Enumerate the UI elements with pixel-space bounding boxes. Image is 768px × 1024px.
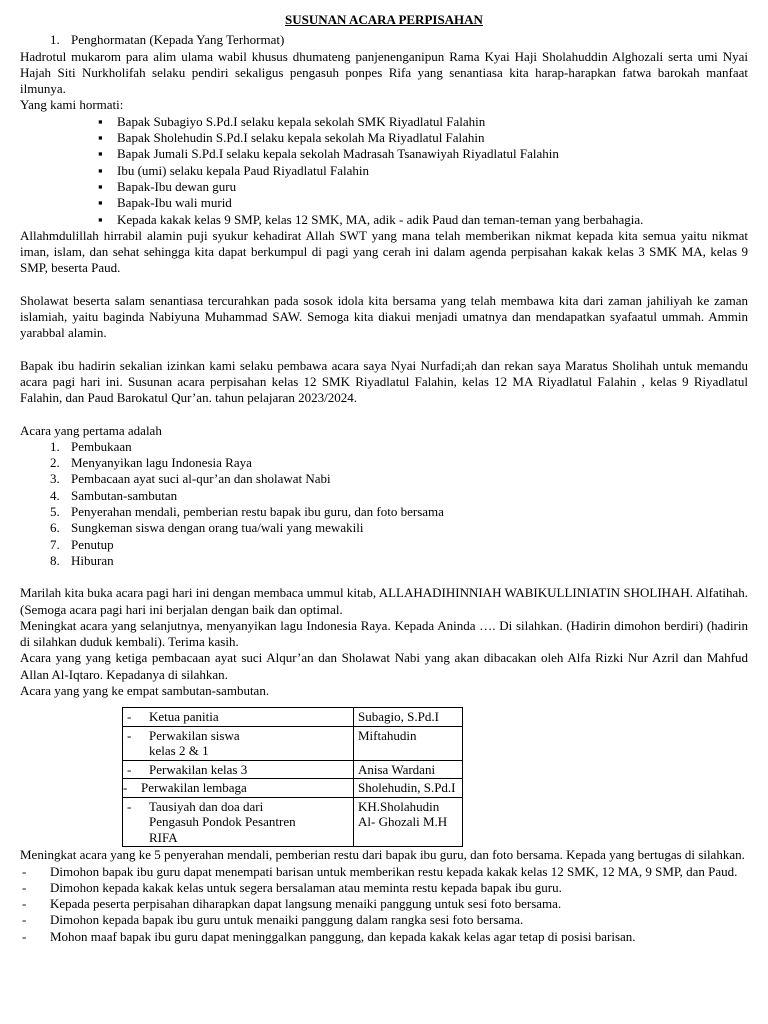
speeches-paragraph: Acara yang yang ke empat sambutan-sambutan. bbox=[20, 682, 270, 698]
agenda-item: 3. Pembacaan ayat suci al-qur’an dan sholawat Nabi bbox=[50, 471, 331, 487]
agenda-item: 1. Pembukaan bbox=[50, 438, 132, 454]
role-cell: - Perwakilan lembaga bbox=[123, 779, 354, 798]
agenda-list bbox=[20, 439, 748, 569]
role-cell: - Perwakilan siswa kelas 2 & 1 bbox=[123, 726, 354, 760]
honored-item: ▪ Ibu (umi) selaku kepala Paud Riyadlatul Falahin bbox=[98, 163, 748, 179]
intro-paragraph: Bapak ibu hadirin sekalian izinkan kami selaku pembawa acara saya Nyai Nurfadi;ah dan rekan saya Maratus Sholihah untuk memandu acara pagi hari ini. Susunan acara perpisahan kelas 12 SMK Riyadlatul Falahin, kelas 12 MA Riyadlatul Falahin , kelas 9 Riyadlatul Falahin, dan Paud Barokatul Qur’an. tahun pelajaran 2023/2024. bbox=[20, 357, 748, 406]
table-row bbox=[123, 708, 463, 727]
honored-item: ▪ Bapak Subagiyo S.Pd.I selaku kepala sekolah SMK Riyadlatul Falahin bbox=[98, 114, 748, 130]
section-heading bbox=[50, 32, 748, 48]
name-cell: Miftahudin bbox=[354, 726, 463, 760]
honored-item: ▪ Kepada kakak kelas 9 SMP, kelas 12 SMK, MA, adik - adik Paud dan teman-teman yang berbahagia. bbox=[98, 212, 748, 228]
agenda-label: Acara yang pertama adalah bbox=[20, 422, 162, 438]
opening-paragraph: Marilah kita buka acara pagi hari ini dengan membaca ummul kitab, ALLAHADIHINNIAH WABIKULLINIATIN SHOLIHAH. Alfatihah. (Semoga acara pagi hari ini berjalan dengan baik dan optimal. bbox=[20, 585, 748, 617]
table-row bbox=[123, 797, 463, 847]
agenda-item: 5. Penyerahan mendali, pemberian restu bapak ibu guru, dan foto bersama bbox=[50, 504, 444, 520]
name-cell: Subagio, S.Pd.I bbox=[354, 708, 463, 727]
section-number: 1. bbox=[50, 32, 60, 48]
name-cell: Anisa Wardani bbox=[354, 760, 463, 779]
instruction-item: - Mohon maaf bapak ibu guru dapat meninggalkan panggung, dan kepada kakak kelas agar tetap di posisi barisan. bbox=[20, 929, 748, 945]
anthem-paragraph: Meningkat acara yang selanjutnya, menyanyikan lagu Indonesia Raya. Kepada Aninda …. Di silahkan. (Hadirin dimohon berdiri) (hadirin di silahkan duduk kembali). Terima kasih. bbox=[20, 617, 748, 650]
role-cell: - Ketua panitia bbox=[123, 708, 354, 727]
instruction-item: - Dimohon kepada kakak kelas untuk segera bersalaman atau meminta restu kepada bapak ibu guru. bbox=[20, 880, 748, 896]
agenda-item: 8. Hiburan bbox=[50, 552, 114, 568]
sholawat-paragraph: Sholawat beserta salam senantiasa tercurahkan pada sosok idola kita bersama yang telah membawa kita dari zaman jahiliyah ke zaman islamiah, yaitu baginda Nabiyuna Muhammad SAW. Semoga kita diakui menjadi umatnya dan mendapatkan syafaatul ummah. Ammin yarabbal alamin. bbox=[20, 292, 748, 341]
table-row bbox=[123, 779, 463, 798]
instruction-item: - Dimohon kepada bapak ibu guru untuk menaiki panggung dalam rangka sesi foto bersama. bbox=[20, 912, 748, 928]
role-cell: - Perwakilan kelas 3 bbox=[123, 760, 354, 779]
medal-paragraph: Meningkat acara yang ke 5 penyerahan mendali, pemberian restu dari bapak ibu guru, dan foto bersama. Kepada yang bertugas di silahkan. bbox=[20, 847, 745, 863]
honored-item: ▪ Bapak-Ibu dewan guru bbox=[98, 179, 748, 195]
recitation-paragraph: Acara yang yang ketiga pembacaan ayat suci Alqur’an dan Sholawat Nabi yang akan dibacakan oleh Alfa Rizki Nur Azril dan Mahfud Allan Al-Iqtaro. Kepadanya di silahkan. bbox=[20, 650, 748, 682]
agenda-item: 2. Menyanyikan lagu Indonesia Raya bbox=[50, 455, 252, 471]
agenda-item: 4. Sambutan-sambutan bbox=[50, 487, 178, 503]
table-row bbox=[123, 726, 463, 760]
document-title: SUSUNAN ACARA PERPISAHAN bbox=[285, 12, 483, 27]
instruction-list bbox=[20, 864, 748, 945]
honored-label: Yang kami hormati: bbox=[20, 97, 124, 113]
document-page bbox=[20, 12, 748, 945]
honored-item: ▪ Bapak Jumali S.Pd.I selaku kepala sekolah Madrasah Tsanawiyah Riyadlatul Falahin bbox=[98, 146, 748, 162]
instruction-item: - Kepada peserta perpisahan diharapkan dapat langsung menaiki panggung untuk sesi foto bersama. bbox=[20, 896, 748, 912]
syukur-paragraph: Allahmdulillah hirrabil alamin puji syukur kehadirat Allah SWT yang mana telah memberikan nikmat kepada kita semua yaitu nikmat iman, islam, dan sehat sehingga kita dapat berkumpul di pagi yang cerah ini dalam agenda perpisahan kakak kelas 3 SMK MA, kelas 9 SMP, beserta Paud. bbox=[20, 227, 748, 276]
name-cell: Sholehudin, S.Pd.I bbox=[354, 779, 463, 798]
instruction-item: - Dimohon bapak ibu guru dapat menempati barisan untuk memberikan restu kepada kakak kelas 12 SMK, 12 MA, 9 SMP, dan Paud. bbox=[20, 864, 748, 880]
honored-item: ▪ Bapak-Ibu wali murid bbox=[98, 195, 748, 211]
agenda-item: 6. Sungkeman siswa dengan orang tua/wali yang mewakili bbox=[50, 520, 364, 536]
table-row bbox=[123, 760, 463, 779]
honored-item: ▪ Bapak Sholehudin S.Pd.I selaku kepala sekolah Ma Riyadlatul Falahin bbox=[98, 130, 748, 146]
agenda-item: 7. Penutup bbox=[50, 536, 114, 552]
greeting-paragraph: Hadrotul mukarom para alim ulama wabil khusus dhumateng panjenenganipun Rama Kyai Haji Sholahuddin Alghozali serta umi Nyai Hajah Siti Nurkholifah selaku pendiri sekaligus pengasuh ponpes Rifa yang senantiasa kita harap-harapkan fatwa barokah manfaat ilmunya. bbox=[20, 48, 748, 97]
speeches-table bbox=[122, 707, 463, 847]
section-heading-text: Penghormatan (Kepada Yang Terhormat) bbox=[71, 32, 285, 48]
honored-list bbox=[20, 114, 748, 228]
name-cell: KH.Sholahudin Al- Ghozali M.H bbox=[354, 797, 463, 847]
role-cell: - Tausiyah dan doa dari Pengasuh Pondok Pesantren RIFA bbox=[123, 797, 354, 847]
